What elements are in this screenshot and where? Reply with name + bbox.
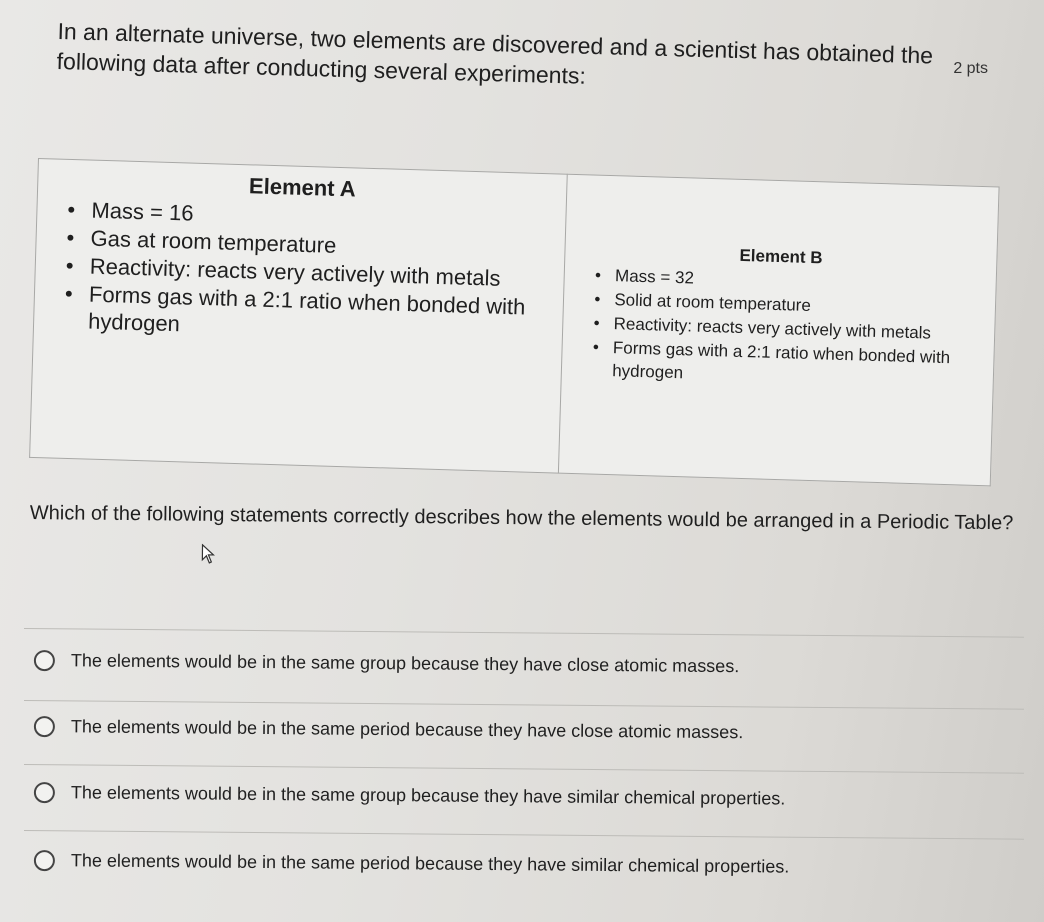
radio-button-icon[interactable] (34, 716, 55, 737)
answer-option[interactable] (34, 782, 786, 810)
element-a-property: • Reactivity: reacts very actively with metals (65, 252, 556, 294)
element-b-property: • Forms gas with a 2:1 ratio when bonded with hydrogen (592, 336, 986, 394)
question-text (30, 498, 1020, 538)
answer-option-label: The elements would be in the same period because they have close atomic masses. (70, 716, 744, 743)
option-divider (24, 628, 1024, 638)
element-a-header: Element A (248, 173, 357, 202)
radio-button-icon[interactable] (34, 850, 55, 871)
element-a-property: • Gas at room temperature (66, 224, 557, 266)
element-data-table (29, 158, 999, 486)
radio-button-icon[interactable] (34, 650, 55, 671)
radio-button-icon[interactable] (34, 782, 55, 803)
answer-option-label: The elements would be in the same group because they have similar chemical properties. (70, 782, 786, 809)
option-divider (24, 830, 1024, 840)
answer-option-label: The elements would be in the same period because they have similar chemical properties. (70, 850, 790, 877)
answer-option[interactable] (34, 716, 744, 743)
option-divider (24, 700, 1024, 710)
question-prompt: Which of the following statements correctly describes how the elements would be arranged in a Periodic Table? (29, 501, 1014, 535)
element-b-property: • Mass = 32 (595, 264, 988, 299)
mouse-cursor-icon (201, 544, 215, 564)
element-a-properties (34, 193, 566, 349)
element-b-cell (559, 174, 999, 486)
answer-option[interactable] (34, 850, 790, 878)
element-a-cell (30, 159, 568, 474)
points-label: 2 pts (953, 60, 988, 77)
question-intro: In an alternate universe, two elements are discovered and a scientist has obtained the following data after conducting several experiments: (56, 17, 934, 89)
element-b-property: • Solid at room temperature (594, 288, 987, 323)
element-b-properties (562, 261, 996, 394)
answer-option[interactable] (34, 650, 740, 677)
element-a-property: • Mass = 16 (67, 196, 558, 238)
answer-option-label: The elements would be in the same group because they have close atomic masses. (70, 650, 740, 677)
element-a-property: • Forms gas with a 2:1 ratio when bonded with hydrogen (64, 280, 556, 349)
option-divider (24, 764, 1024, 774)
element-b-header: Element B (739, 245, 823, 268)
element-b-property: • Reactivity: reacts very actively with metals (593, 312, 986, 347)
